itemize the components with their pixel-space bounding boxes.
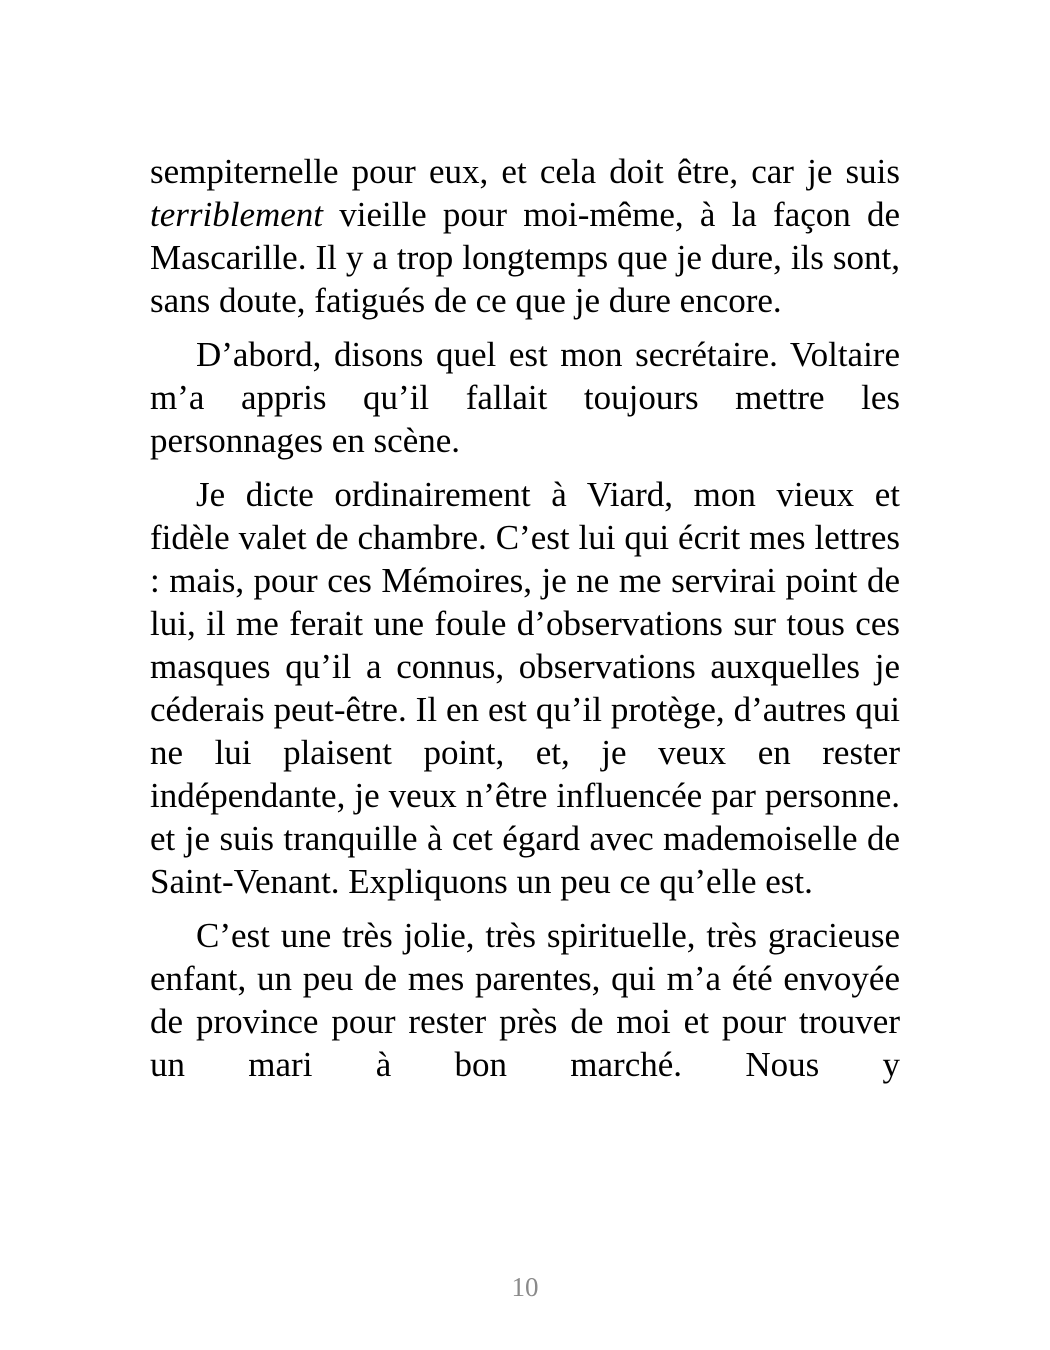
paragraph-1 xyxy=(150,150,900,322)
page-number: 10 xyxy=(511,1272,539,1302)
paragraph-4: C’est une très jolie, très spirituelle, très gracieuse enfant, un peu de mes parentes, qui m’a été envoyée de province pour rester près de moi et pour trouver un mari à bon marché. Nous y xyxy=(150,916,900,1084)
page-body xyxy=(150,150,900,1097)
emphasized-word: terriblement xyxy=(150,195,324,234)
paragraph-3: Je dicte ordinairement à Viard, mon vieux et fidèle valet de chambre. C’est lui qui écrit mes lettres : mais, pour ces Mémoires, je ne me servirai point de lui, il me ferait une foule d’observations sur tous ces masques qu’il a connus, observations auxquelles je céderais peut-être. Il en est qu’il protège, d’autres qui ne lui plaisent point, et, je veux en rester indépendante, je veux n’être influencée par personne. et je suis tranquille à cet égard avec mademoiselle de Saint-Venant. Expliquons un peu ce qu’elle est. xyxy=(150,475,900,901)
paragraph-2: D’abord, disons quel est mon secrétaire. Voltaire m’a appris qu’il fallait toujours mettre les personnages en scène. xyxy=(150,335,900,460)
paragraph-1-text-after: vieille pour moi-même, à la façon de Mascarille. Il y a trop longtemps que je dure, ils sont, sans doute, fatigués de ce que je dure encore. xyxy=(150,195,900,320)
paragraph-1-text-before: sempiternelle pour eux, et cela doit être, car je suis xyxy=(150,152,900,191)
